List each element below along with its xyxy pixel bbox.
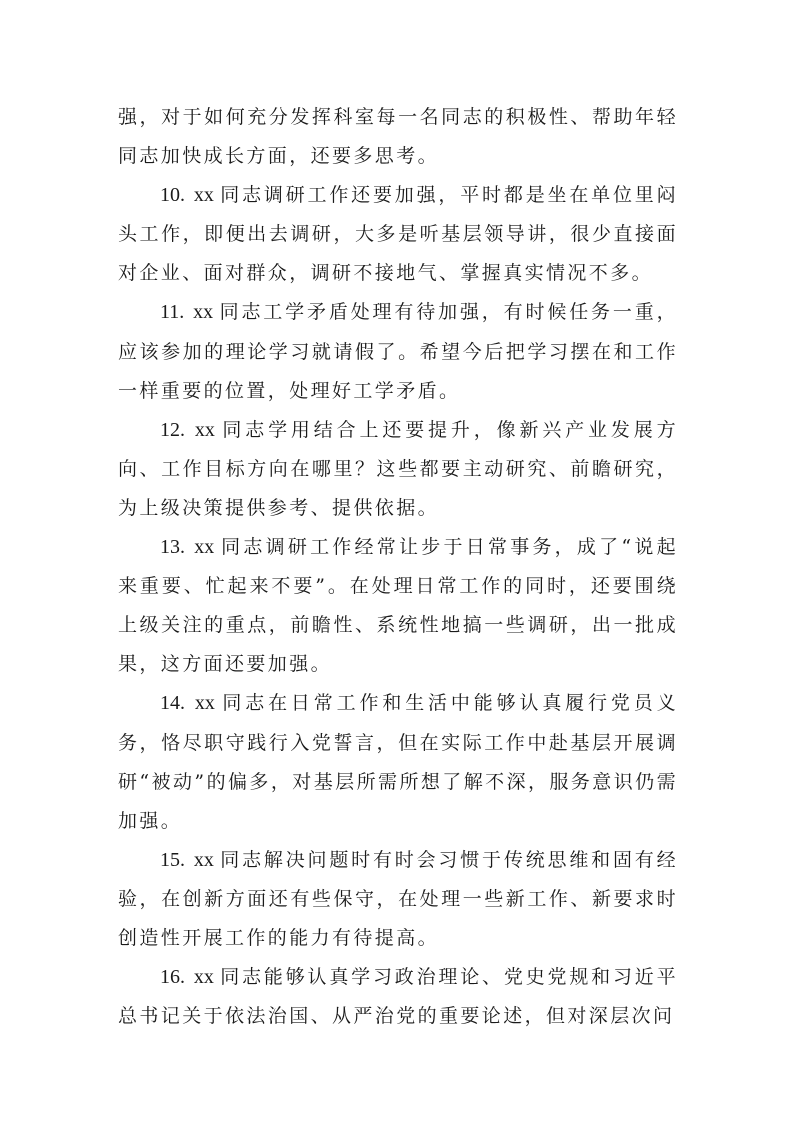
paragraph-continued [118, 98, 678, 176]
item-subject: xx [193, 848, 214, 871]
paragraph-item-12 [118, 411, 678, 528]
paragraph-text: 同志在日常工作和生活中能够认真履行党员义务，恪尽职守践行入党誓言，但在实际工作中赴基层开展调研“被动”的偏多，对基层所需所想了解不深，服务意识仍需加强。 [118, 692, 678, 832]
item-subject: xx [194, 536, 215, 559]
paragraph-text: 同志学用结合上还要提升，像新兴产业发展方向、工作目标方向在哪里？这些都要主动研究、前瞻研究，为上级决策提供参考、提供依据。 [118, 418, 678, 519]
paragraph-text: 同志工学矛盾处理有待加强，有时候任务一重，应该参加的理论学习就请假了。希望今后把学习摆在和工作一样重要的位置，处理好工学矛盾。 [118, 301, 678, 402]
item-subject: xx [194, 692, 215, 715]
document-body [118, 98, 678, 1036]
item-number: 16. [160, 966, 185, 989]
paragraph-item-10 [118, 176, 678, 293]
paragraph-item-15 [118, 841, 678, 958]
paragraph-item-13 [118, 528, 678, 684]
paragraph-text: 同志调研工作还要加强，平时都是坐在单位里闷头工作，即便出去调研，大多是听基层领导讲，很少直接面对企业、面对群众，调研不接地气、掌握真实情况不多。 [118, 184, 678, 285]
paragraph-text: 同志调研工作经常让步于日常事务，成了“说起来重要、忙起来不要”。在处理日常工作的同时，还要围绕上级关注的重点，前瞻性、系统性地搞一些调研，出一批成果，这方面还要加强。 [118, 536, 678, 676]
item-number: 13. [160, 536, 185, 559]
item-subject: xx [193, 301, 214, 324]
item-number: 12. [160, 418, 185, 441]
paragraph-item-16 [118, 958, 678, 1036]
item-subject: xx [194, 418, 215, 441]
item-number: 14. [160, 692, 185, 715]
item-number: 15. [160, 848, 185, 871]
paragraph-item-11 [118, 293, 678, 410]
paragraph-text: 同志能够认真学习政治理论、党史党规和习近平总书记关于依法治国、从严治党的重要论述，但对深层次问 [118, 966, 678, 1028]
item-number: 10. [160, 184, 185, 207]
item-number: 11. [160, 301, 185, 324]
item-subject: xx [193, 184, 214, 207]
paragraph-text: 强，对于如何充分发挥科室每一名同志的积极性、帮助年轻同志加快成长方面，还要多思考。 [118, 106, 678, 168]
paragraph-text: 同志解决问题时有时会习惯于传统思维和固有经验，在创新方面还有些保守，在处理一些新工作、新要求时创造性开展工作的能力有待提高。 [118, 848, 678, 949]
item-subject: xx [193, 966, 214, 989]
paragraph-item-14 [118, 684, 678, 840]
